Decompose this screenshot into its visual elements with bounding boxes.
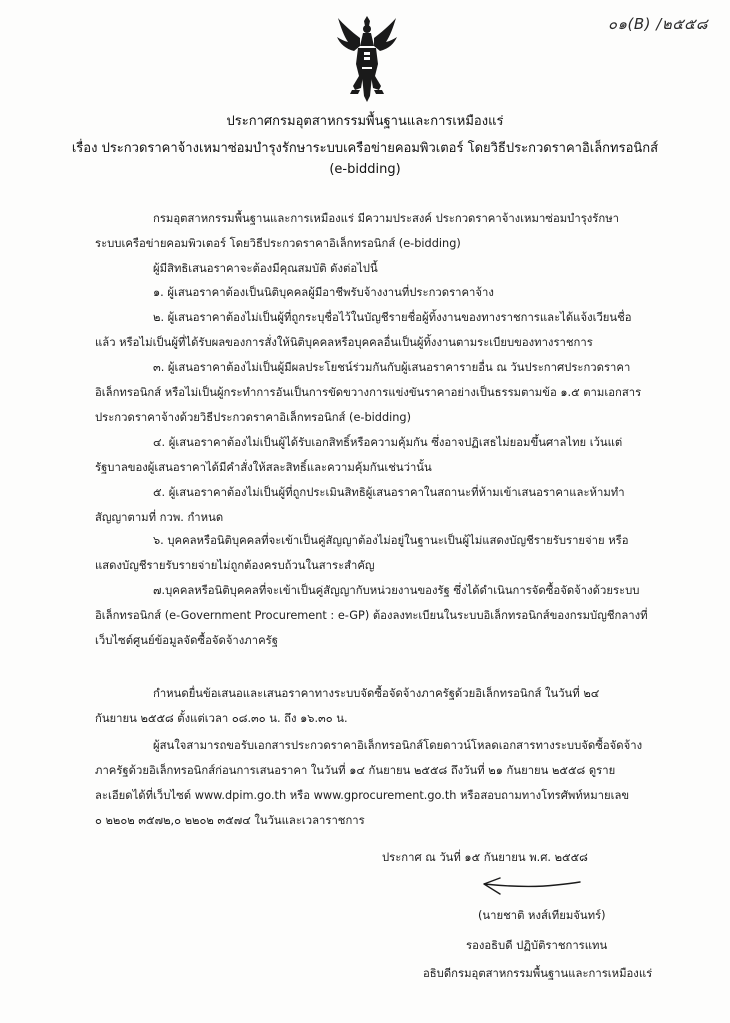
qualification-line: อิเล็กทรอนิกส์ (e-Government Procurement : e-GP) ต้องลงทะเบียนในระบบอิเล็กทรอนิกส์ของกรมบัญชีกลางที่ xyxy=(95,609,648,622)
qualification-line: อิเล็กทรอนิกส์ หรือไม่เป็นผู้กระทำการอันเป็นการขัดขวางการแข่งขันราคาอย่างเป็นธรรมตามข้อ ๑.๕ ตามเอกสาร xyxy=(95,386,642,399)
qualification-line: ๕. ผู้เสนอราคาต้องไม่เป็นผู้ที่ถูกประเมินสิทธิผู้เสนอราคาในสถานะที่ห้ามเข้าเสนอราคาและห้ามทำ xyxy=(153,486,625,499)
qualification-line: ประกวดราคาจ้างด้วยวิธีประกวดราคาอิเล็กทรอนิกส์ (e-bidding) xyxy=(95,411,412,424)
announcement-method: (e-bidding) xyxy=(329,162,401,177)
qualification-item xyxy=(95,430,645,480)
intro-paragraph xyxy=(95,206,645,281)
signer-position: รองอธิบดี ปฏิบัติราชการแทน xyxy=(466,939,608,952)
contact-line: ๐ ๒๒๐๒ ๓๕๗๒,๐ ๒๒๐๒ ๓๕๗๔ ในวันและเวลาราชการ xyxy=(95,814,365,827)
qualification-line: สัญญาตามที่ กวพ. กำหนด xyxy=(95,511,224,524)
reference-number: ๐๑(B) /๒๕๕๘ xyxy=(607,15,708,33)
contact-line: ผู้สนใจสามารถขอรับเอกสารประกวดราคาอิเล็กทรอนิกส์โดยดาวน์โหลดเอกสารทางระบบจัดซื้อจัดจ้าง xyxy=(153,739,643,752)
qualification-line: แล้ว หรือไม่เป็นผู้ที่ได้รับผลของการสั่งให้นิติบุคคลหรือบุคคลอื่นเป็นผู้ทิ้งงานตามระเบียบของทางราชการ xyxy=(95,336,593,349)
submission-line: กันยายน ๒๕๕๘ ตั้งแต่เวลา ๐๘.๓๐ น. ถึง ๑๖.๓๐ น. xyxy=(95,712,348,725)
signer-name: (นายชาติ หงส์เทียมจันทร์) xyxy=(478,909,606,922)
qualification-line: ๖. บุคคลหรือนิติบุคคลที่จะเข้าเป็นคู่สัญญาต้องไม่อยู่ในฐานะเป็นผู้ไม่แสดงบัญชีรายรับรายจ่าย หรือ xyxy=(153,534,629,547)
signer-organization: อธิบดีกรมอุตสาหกรรมพื้นฐานและการเหมืองแร่ xyxy=(423,967,653,980)
qualifications-lead: ผู้มีสิทธิเสนอราคาจะต้องมีคุณสมบัติ ดังต่อไปนี้ xyxy=(153,262,378,275)
qualification-line: ๒. ผู้เสนอราคาต้องไม่เป็นผู้ที่ถูกระบุชื่อไว้ในบัญชีรายชื่อผู้ทิ้งงานของทางราชการและได้แจ้งเวียนชื่อ xyxy=(153,311,632,324)
contact-paragraph xyxy=(95,733,645,833)
qualification-line: แสดงบัญชีรายรับรายจ่ายไม่ถูกต้องครบถ้วนในสาระสำคัญ xyxy=(95,559,375,572)
qualification-item xyxy=(95,528,645,578)
qualification-item xyxy=(95,480,645,530)
handwritten-signature-icon xyxy=(470,872,590,902)
qualification-line: ๓. ผู้เสนอราคาต้องไม่เป็นผู้มีผลประโยชน์ร่วมกันกับผู้เสนอราคารายอื่น ณ วันประกาศประกวดราคา xyxy=(153,361,631,374)
contact-line: ละเอียดได้ที่เว็บไซต์ www.dpim.go.th หรือ www.gprocurement.go.th หรือสอบถามทางโทรศัพท์หมายเลข xyxy=(95,789,630,802)
qualification-line: รัฐบาลของผู้เสนอราคาได้มีคำสั่งให้สละสิทธิ์และความคุ้มกันเช่นว่านั้น xyxy=(95,461,432,474)
announcement-date: ประกาศ ณ วันที่ ๑๕ กันยายน พ.ศ. ๒๕๕๘ xyxy=(382,851,588,864)
intro-line: กรมอุตสาหกรรมพื้นฐานและการเหมืองแร่ มีความประสงค์ ประกวดราคาจ้างเหมาซ่อมบำรุงรักษา xyxy=(153,212,619,225)
qualification-line: ๔. ผู้เสนอราคาต้องไม่เป็นผู้ได้รับเอกสิทธิ์หรือความคุ้มกัน ซึ่งอาจปฏิเสธไม่ยอมขึ้นศาลไทย เว้นแต่ xyxy=(153,436,623,449)
qualification-line: ๗.บุคคลหรือนิติบุคคลที่จะเข้าเป็นคู่สัญญากับหน่วยงานของรัฐ ซึ่งได้ดำเนินการจัดซื้อจัดจ้างด้วยระบบ xyxy=(153,584,640,597)
announcement-organization: ประกาศกรมอุตสาหกรรมพื้นฐานและการเหมืองแร่ xyxy=(226,114,504,129)
qualification-line: ๑. ผู้เสนอราคาต้องเป็นนิติบุคคลผู้มีอาชีพรับจ้างงานที่ประกวดราคาจ้าง xyxy=(153,286,494,299)
qualification-item xyxy=(95,280,645,305)
qualification-item xyxy=(95,578,648,653)
garuda-emblem-icon xyxy=(334,12,400,104)
submission-paragraph xyxy=(95,681,645,731)
submission-line: กำหนดยื่นข้อเสนอและเสนอราคาทางระบบจัดซื้อจัดจ้างภาครัฐด้วยอิเล็กทรอนิกส์ ในวันที่ ๒๔ xyxy=(153,687,600,700)
qualification-item xyxy=(95,355,645,430)
contact-line: ภาครัฐด้วยอิเล็กทรอนิกส์ก่อนการเสนอราคา ในวันที่ ๑๔ กันยายน ๒๕๕๘ ถึงวันที่ ๒๑ กันยายน ๒๕๕๘ ดูราย xyxy=(95,764,616,777)
intro-line: ระบบเครือข่ายคอมพิวเตอร์ โดยวิธีประกวดราคาอิเล็กทรอนิกส์ (e-bidding) xyxy=(95,237,461,250)
qualification-line: เว็บไซต์ศูนย์ข้อมูลจัดซื้อจัดจ้างภาครัฐ xyxy=(95,634,278,647)
qualification-item xyxy=(95,305,645,355)
announcement-subject: เรื่อง ประกวดราคาจ้างเหมาซ่อมบำรุงรักษาระบบเครือข่ายคอมพิวเตอร์ โดยวิธีประกวดราคาอิเล็กทรอนิกส์ xyxy=(71,141,659,156)
